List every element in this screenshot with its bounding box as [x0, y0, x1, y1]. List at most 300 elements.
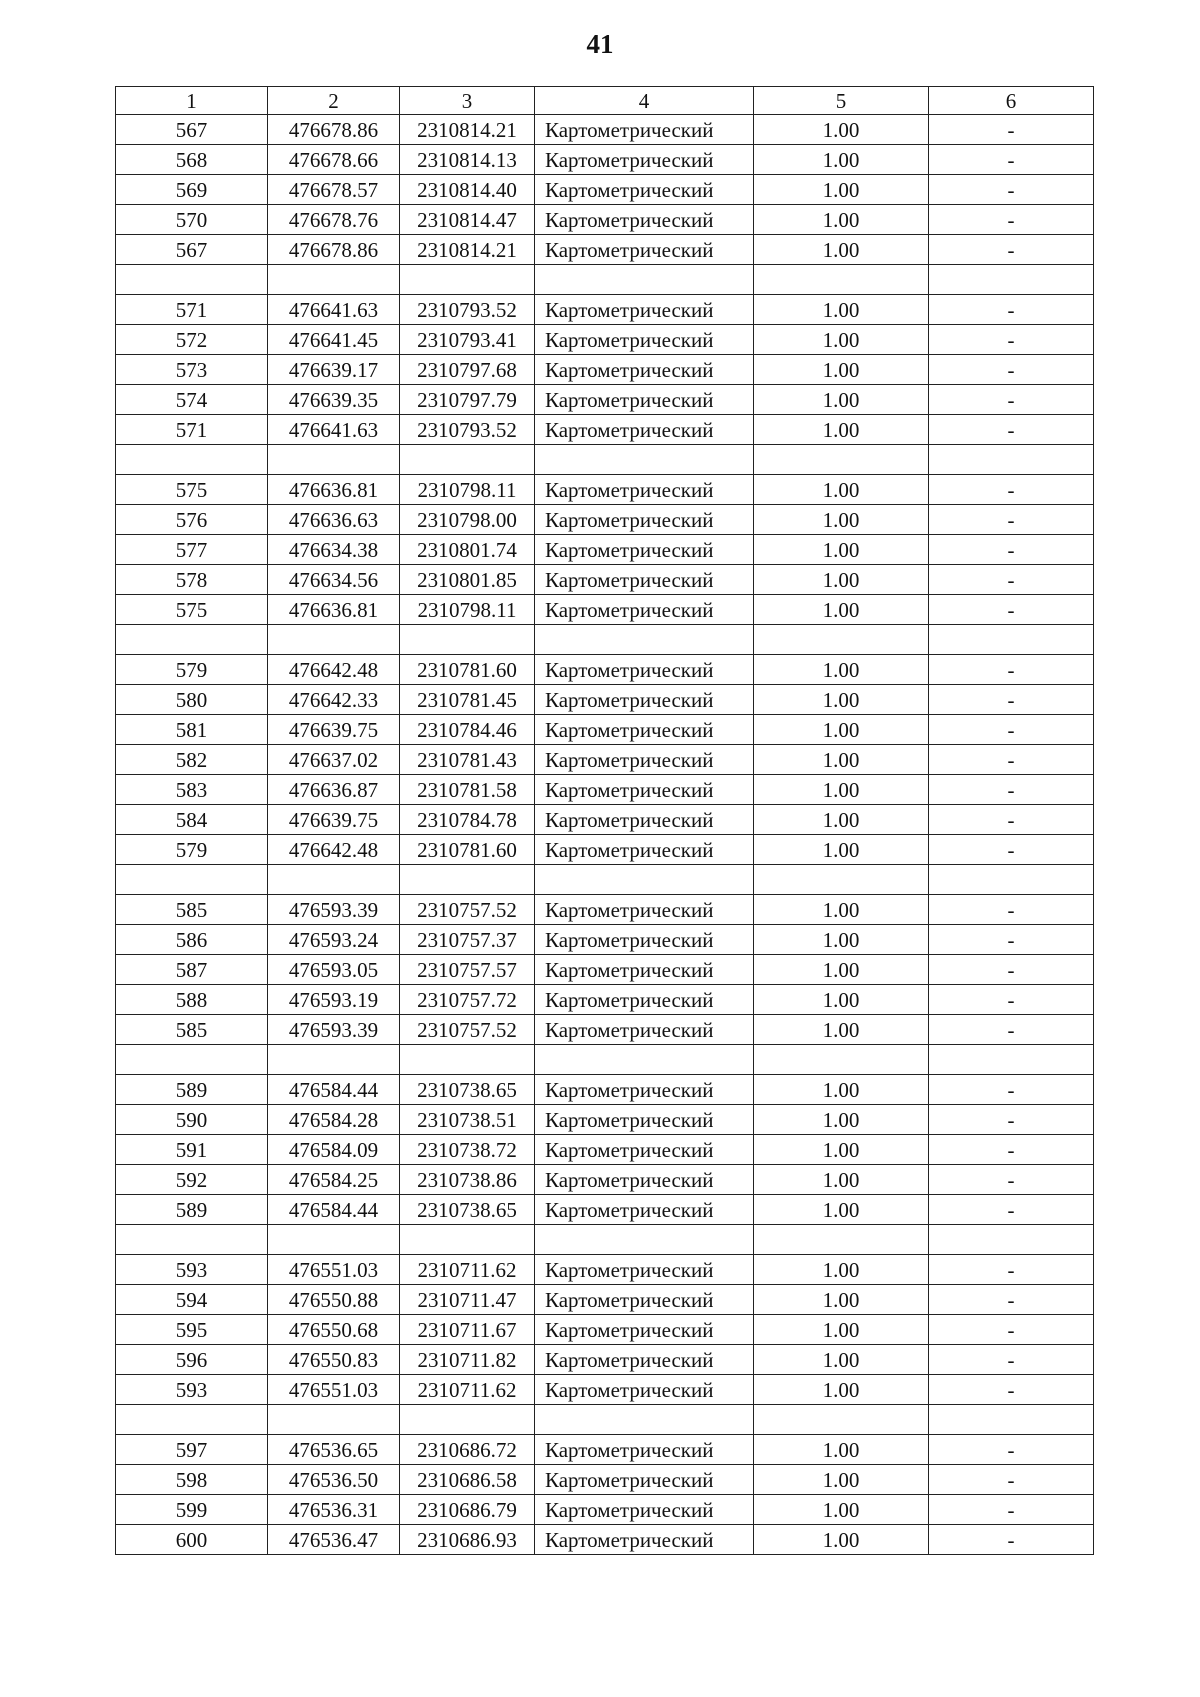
table-row: [116, 1195, 1094, 1225]
method-cell: Картометрический: [535, 895, 754, 925]
x-coordinate-cell: 476593.39: [268, 1015, 400, 1045]
table-row: [116, 1285, 1094, 1315]
table-row: [116, 1375, 1094, 1405]
y-coordinate-cell: 2310814.47: [400, 205, 535, 235]
x-coordinate-cell: 476639.75: [268, 805, 400, 835]
y-coordinate-cell: 2310793.52: [400, 415, 535, 445]
point-number-cell: [116, 1225, 268, 1255]
method-cell: Картометрический: [535, 475, 754, 505]
x-coordinate-cell: 476637.02: [268, 745, 400, 775]
table-row: [116, 715, 1094, 745]
point-number-cell: 567: [116, 115, 268, 145]
description-cell: -: [929, 385, 1094, 415]
point-number-cell: 570: [116, 205, 268, 235]
x-coordinate-cell: 476636.63: [268, 505, 400, 535]
column-header: 6: [929, 87, 1094, 115]
y-coordinate-cell: 2310686.93: [400, 1525, 535, 1555]
column-header: 3: [400, 87, 535, 115]
accuracy-cell: [754, 265, 929, 295]
column-header: 2: [268, 87, 400, 115]
point-number-cell: 593: [116, 1375, 268, 1405]
y-coordinate-cell: 2310738.65: [400, 1075, 535, 1105]
point-number-cell: [116, 1045, 268, 1075]
point-number-cell: 599: [116, 1495, 268, 1525]
description-cell: [929, 1405, 1094, 1435]
y-coordinate-cell: 2310781.43: [400, 745, 535, 775]
x-coordinate-cell: 476642.48: [268, 835, 400, 865]
accuracy-cell: 1.00: [754, 1525, 929, 1555]
x-coordinate-cell: 476639.35: [268, 385, 400, 415]
accuracy-cell: 1.00: [754, 1195, 929, 1225]
y-coordinate-cell: 2310781.58: [400, 775, 535, 805]
point-number-cell: 567: [116, 235, 268, 265]
description-cell: [929, 445, 1094, 475]
description-cell: [929, 265, 1094, 295]
y-coordinate-cell: [400, 265, 535, 295]
accuracy-cell: 1.00: [754, 1135, 929, 1165]
table-row: [116, 325, 1094, 355]
point-number-cell: 573: [116, 355, 268, 385]
table-row: [116, 355, 1094, 385]
method-cell: [535, 865, 754, 895]
table-separator-row: [116, 865, 1094, 895]
point-number-cell: 575: [116, 475, 268, 505]
table-row: [116, 505, 1094, 535]
table-row: [116, 205, 1094, 235]
table-row: [116, 1525, 1094, 1555]
accuracy-cell: 1.00: [754, 355, 929, 385]
method-cell: Картометрический: [535, 1075, 754, 1105]
x-coordinate-cell: 476536.65: [268, 1435, 400, 1465]
table-header-row: [116, 87, 1094, 115]
x-coordinate-cell: 476584.25: [268, 1165, 400, 1195]
table-row: [116, 1105, 1094, 1135]
y-coordinate-cell: 2310814.21: [400, 115, 535, 145]
x-coordinate-cell: 476593.39: [268, 895, 400, 925]
table-row: [116, 685, 1094, 715]
table-separator-row: [116, 1405, 1094, 1435]
method-cell: Картометрический: [535, 505, 754, 535]
y-coordinate-cell: 2310814.13: [400, 145, 535, 175]
y-coordinate-cell: 2310738.72: [400, 1135, 535, 1165]
table-row: [116, 1315, 1094, 1345]
coordinates-table: [115, 86, 1094, 1555]
x-coordinate-cell: 476636.81: [268, 595, 400, 625]
description-cell: -: [929, 745, 1094, 775]
table-row: [116, 595, 1094, 625]
method-cell: Картометрический: [535, 745, 754, 775]
method-cell: Картометрический: [535, 805, 754, 835]
y-coordinate-cell: 2310801.85: [400, 565, 535, 595]
table-row: [116, 775, 1094, 805]
y-coordinate-cell: 2310757.57: [400, 955, 535, 985]
column-header: 1: [116, 87, 268, 115]
table-row: [116, 655, 1094, 685]
y-coordinate-cell: [400, 1405, 535, 1435]
point-number-cell: 600: [116, 1525, 268, 1555]
description-cell: -: [929, 595, 1094, 625]
table-row: [116, 235, 1094, 265]
description-cell: -: [929, 985, 1094, 1015]
y-coordinate-cell: 2310814.40: [400, 175, 535, 205]
column-header: 5: [754, 87, 929, 115]
y-coordinate-cell: 2310781.45: [400, 685, 535, 715]
table-row: [116, 745, 1094, 775]
point-number-cell: [116, 865, 268, 895]
y-coordinate-cell: [400, 865, 535, 895]
description-cell: -: [929, 415, 1094, 445]
x-coordinate-cell: 476641.63: [268, 295, 400, 325]
accuracy-cell: 1.00: [754, 535, 929, 565]
accuracy-cell: 1.00: [754, 325, 929, 355]
accuracy-cell: 1.00: [754, 145, 929, 175]
description-cell: -: [929, 805, 1094, 835]
accuracy-cell: 1.00: [754, 1255, 929, 1285]
y-coordinate-cell: 2310784.46: [400, 715, 535, 745]
accuracy-cell: 1.00: [754, 475, 929, 505]
method-cell: Картометрический: [535, 1255, 754, 1285]
table-row: [116, 1345, 1094, 1375]
x-coordinate-cell: [268, 625, 400, 655]
description-cell: -: [929, 145, 1094, 175]
accuracy-cell: 1.00: [754, 415, 929, 445]
point-number-cell: [116, 445, 268, 475]
point-number-cell: 569: [116, 175, 268, 205]
description-cell: [929, 1045, 1094, 1075]
y-coordinate-cell: 2310781.60: [400, 835, 535, 865]
method-cell: Картометрический: [535, 115, 754, 145]
y-coordinate-cell: 2310686.58: [400, 1465, 535, 1495]
description-cell: -: [929, 325, 1094, 355]
point-number-cell: 571: [116, 295, 268, 325]
method-cell: Картометрический: [535, 925, 754, 955]
table-row: [116, 1495, 1094, 1525]
y-coordinate-cell: 2310711.62: [400, 1255, 535, 1285]
y-coordinate-cell: 2310757.72: [400, 985, 535, 1015]
description-cell: -: [929, 1075, 1094, 1105]
method-cell: Картометрический: [535, 1495, 754, 1525]
accuracy-cell: 1.00: [754, 1465, 929, 1495]
x-coordinate-cell: 476593.19: [268, 985, 400, 1015]
x-coordinate-cell: 476634.38: [268, 535, 400, 565]
point-number-cell: [116, 1405, 268, 1435]
method-cell: Картометрический: [535, 205, 754, 235]
y-coordinate-cell: 2310757.52: [400, 895, 535, 925]
y-coordinate-cell: 2310686.79: [400, 1495, 535, 1525]
x-coordinate-cell: 476584.28: [268, 1105, 400, 1135]
method-cell: Картометрический: [535, 1195, 754, 1225]
description-cell: -: [929, 685, 1094, 715]
accuracy-cell: 1.00: [754, 745, 929, 775]
method-cell: Картометрический: [535, 1435, 754, 1465]
y-coordinate-cell: 2310801.74: [400, 535, 535, 565]
x-coordinate-cell: 476642.48: [268, 655, 400, 685]
description-cell: -: [929, 1495, 1094, 1525]
point-number-cell: [116, 625, 268, 655]
x-coordinate-cell: [268, 865, 400, 895]
description-cell: -: [929, 235, 1094, 265]
x-coordinate-cell: 476593.24: [268, 925, 400, 955]
column-header: 4: [535, 87, 754, 115]
table-separator-row: [116, 625, 1094, 655]
description-cell: -: [929, 1285, 1094, 1315]
y-coordinate-cell: 2310793.41: [400, 325, 535, 355]
point-number-cell: 585: [116, 1015, 268, 1045]
accuracy-cell: 1.00: [754, 985, 929, 1015]
method-cell: Картометрический: [535, 145, 754, 175]
table-row: [116, 565, 1094, 595]
point-number-cell: 571: [116, 415, 268, 445]
y-coordinate-cell: [400, 1225, 535, 1255]
x-coordinate-cell: 476639.75: [268, 715, 400, 745]
table-row: [116, 925, 1094, 955]
description-cell: -: [929, 895, 1094, 925]
point-number-cell: 582: [116, 745, 268, 775]
accuracy-cell: 1.00: [754, 205, 929, 235]
accuracy-cell: [754, 1225, 929, 1255]
point-number-cell: 589: [116, 1075, 268, 1105]
accuracy-cell: 1.00: [754, 1015, 929, 1045]
method-cell: Картометрический: [535, 295, 754, 325]
table-row: [116, 805, 1094, 835]
method-cell: Картометрический: [535, 985, 754, 1015]
method-cell: Картометрический: [535, 1315, 754, 1345]
description-cell: -: [929, 175, 1094, 205]
method-cell: Картометрический: [535, 535, 754, 565]
y-coordinate-cell: [400, 1045, 535, 1075]
x-coordinate-cell: [268, 265, 400, 295]
description-cell: -: [929, 1375, 1094, 1405]
accuracy-cell: 1.00: [754, 1105, 929, 1135]
method-cell: [535, 1405, 754, 1435]
accuracy-cell: 1.00: [754, 175, 929, 205]
description-cell: -: [929, 1315, 1094, 1345]
method-cell: [535, 1225, 754, 1255]
point-number-cell: 588: [116, 985, 268, 1015]
table-row: [116, 1435, 1094, 1465]
x-coordinate-cell: 476584.44: [268, 1195, 400, 1225]
point-number-cell: 586: [116, 925, 268, 955]
y-coordinate-cell: [400, 445, 535, 475]
method-cell: Картометрический: [535, 565, 754, 595]
y-coordinate-cell: 2310814.21: [400, 235, 535, 265]
x-coordinate-cell: 476550.83: [268, 1345, 400, 1375]
accuracy-cell: 1.00: [754, 805, 929, 835]
x-coordinate-cell: 476551.03: [268, 1375, 400, 1405]
table-row: [116, 1075, 1094, 1105]
description-cell: -: [929, 1255, 1094, 1285]
method-cell: Картометрический: [535, 1015, 754, 1045]
point-number-cell: 587: [116, 955, 268, 985]
table-body: [116, 87, 1094, 1555]
description-cell: -: [929, 1165, 1094, 1195]
method-cell: Картометрический: [535, 1285, 754, 1315]
x-coordinate-cell: 476641.63: [268, 415, 400, 445]
table-row: [116, 145, 1094, 175]
accuracy-cell: 1.00: [754, 715, 929, 745]
x-coordinate-cell: 476642.33: [268, 685, 400, 715]
method-cell: Картометрический: [535, 235, 754, 265]
point-number-cell: 598: [116, 1465, 268, 1495]
description-cell: [929, 625, 1094, 655]
accuracy-cell: 1.00: [754, 235, 929, 265]
method-cell: [535, 265, 754, 295]
point-number-cell: 579: [116, 835, 268, 865]
x-coordinate-cell: 476593.05: [268, 955, 400, 985]
method-cell: Картометрический: [535, 175, 754, 205]
accuracy-cell: 1.00: [754, 1165, 929, 1195]
accuracy-cell: 1.00: [754, 595, 929, 625]
y-coordinate-cell: 2310711.62: [400, 1375, 535, 1405]
point-number-cell: 584: [116, 805, 268, 835]
accuracy-cell: [754, 625, 929, 655]
table-row: [116, 385, 1094, 415]
y-coordinate-cell: 2310757.52: [400, 1015, 535, 1045]
page-number: 41: [586, 29, 614, 59]
x-coordinate-cell: [268, 445, 400, 475]
y-coordinate-cell: 2310757.37: [400, 925, 535, 955]
description-cell: [929, 1225, 1094, 1255]
y-coordinate-cell: 2310711.47: [400, 1285, 535, 1315]
accuracy-cell: [754, 865, 929, 895]
accuracy-cell: 1.00: [754, 505, 929, 535]
y-coordinate-cell: 2310738.51: [400, 1105, 535, 1135]
table-row: [116, 415, 1094, 445]
point-number-cell: 596: [116, 1345, 268, 1375]
table-row: [116, 1255, 1094, 1285]
method-cell: [535, 445, 754, 475]
table-row: [116, 475, 1094, 505]
accuracy-cell: 1.00: [754, 1315, 929, 1345]
table-row: [116, 1015, 1094, 1045]
description-cell: -: [929, 535, 1094, 565]
point-number-cell: 590: [116, 1105, 268, 1135]
x-coordinate-cell: 476536.50: [268, 1465, 400, 1495]
table-row: [116, 295, 1094, 325]
method-cell: Картометрический: [535, 1105, 754, 1135]
x-coordinate-cell: 476536.31: [268, 1495, 400, 1525]
accuracy-cell: 1.00: [754, 1375, 929, 1405]
accuracy-cell: 1.00: [754, 1075, 929, 1105]
x-coordinate-cell: 476678.57: [268, 175, 400, 205]
accuracy-cell: 1.00: [754, 895, 929, 925]
method-cell: Картометрический: [535, 1135, 754, 1165]
y-coordinate-cell: 2310797.68: [400, 355, 535, 385]
method-cell: Картометрический: [535, 655, 754, 685]
description-cell: -: [929, 1015, 1094, 1045]
method-cell: Картометрический: [535, 595, 754, 625]
x-coordinate-cell: 476550.68: [268, 1315, 400, 1345]
method-cell: Картометрический: [535, 955, 754, 985]
description-cell: -: [929, 205, 1094, 235]
y-coordinate-cell: 2310793.52: [400, 295, 535, 325]
table-row: [116, 835, 1094, 865]
y-coordinate-cell: 2310781.60: [400, 655, 535, 685]
description-cell: -: [929, 1195, 1094, 1225]
table-row: [116, 175, 1094, 205]
accuracy-cell: [754, 445, 929, 475]
description-cell: -: [929, 775, 1094, 805]
table-row: [116, 535, 1094, 565]
point-number-cell: 591: [116, 1135, 268, 1165]
table-row: [116, 895, 1094, 925]
y-coordinate-cell: 2310784.78: [400, 805, 535, 835]
y-coordinate-cell: 2310686.72: [400, 1435, 535, 1465]
method-cell: Картометрический: [535, 1465, 754, 1495]
table-row: [116, 955, 1094, 985]
y-coordinate-cell: 2310711.82: [400, 1345, 535, 1375]
y-coordinate-cell: 2310798.11: [400, 475, 535, 505]
accuracy-cell: 1.00: [754, 925, 929, 955]
accuracy-cell: 1.00: [754, 835, 929, 865]
method-cell: Картометрический: [535, 685, 754, 715]
x-coordinate-cell: 476678.66: [268, 145, 400, 175]
method-cell: [535, 625, 754, 655]
accuracy-cell: 1.00: [754, 565, 929, 595]
description-cell: -: [929, 1465, 1094, 1495]
x-coordinate-cell: 476550.88: [268, 1285, 400, 1315]
accuracy-cell: 1.00: [754, 1285, 929, 1315]
x-coordinate-cell: 476636.81: [268, 475, 400, 505]
table-row: [116, 115, 1094, 145]
accuracy-cell: 1.00: [754, 115, 929, 145]
x-coordinate-cell: 476678.76: [268, 205, 400, 235]
y-coordinate-cell: 2310797.79: [400, 385, 535, 415]
x-coordinate-cell: 476584.09: [268, 1135, 400, 1165]
x-coordinate-cell: 476551.03: [268, 1255, 400, 1285]
table-separator-row: [116, 1225, 1094, 1255]
method-cell: Картометрический: [535, 355, 754, 385]
y-coordinate-cell: [400, 625, 535, 655]
y-coordinate-cell: 2310798.00: [400, 505, 535, 535]
description-cell: -: [929, 565, 1094, 595]
y-coordinate-cell: 2310711.67: [400, 1315, 535, 1345]
x-coordinate-cell: [268, 1405, 400, 1435]
y-coordinate-cell: 2310738.65: [400, 1195, 535, 1225]
table-row: [116, 1465, 1094, 1495]
description-cell: -: [929, 835, 1094, 865]
description-cell: -: [929, 925, 1094, 955]
accuracy-cell: 1.00: [754, 1435, 929, 1465]
description-cell: -: [929, 1345, 1094, 1375]
method-cell: Картометрический: [535, 1375, 754, 1405]
method-cell: Картометрический: [535, 715, 754, 745]
point-number-cell: 578: [116, 565, 268, 595]
method-cell: Картометрический: [535, 1165, 754, 1195]
accuracy-cell: 1.00: [754, 295, 929, 325]
point-number-cell: 595: [116, 1315, 268, 1345]
accuracy-cell: 1.00: [754, 775, 929, 805]
point-number-cell: 568: [116, 145, 268, 175]
point-number-cell: 575: [116, 595, 268, 625]
x-coordinate-cell: [268, 1225, 400, 1255]
accuracy-cell: 1.00: [754, 655, 929, 685]
point-number-cell: 581: [116, 715, 268, 745]
point-number-cell: 572: [116, 325, 268, 355]
x-coordinate-cell: 476678.86: [268, 115, 400, 145]
point-number-cell: 597: [116, 1435, 268, 1465]
accuracy-cell: 1.00: [754, 1345, 929, 1375]
y-coordinate-cell: 2310798.11: [400, 595, 535, 625]
method-cell: Картометрический: [535, 385, 754, 415]
accuracy-cell: [754, 1405, 929, 1435]
method-cell: Картометрический: [535, 835, 754, 865]
x-coordinate-cell: 476678.86: [268, 235, 400, 265]
method-cell: Картометрический: [535, 775, 754, 805]
point-number-cell: 583: [116, 775, 268, 805]
accuracy-cell: 1.00: [754, 685, 929, 715]
table-row: [116, 985, 1094, 1015]
